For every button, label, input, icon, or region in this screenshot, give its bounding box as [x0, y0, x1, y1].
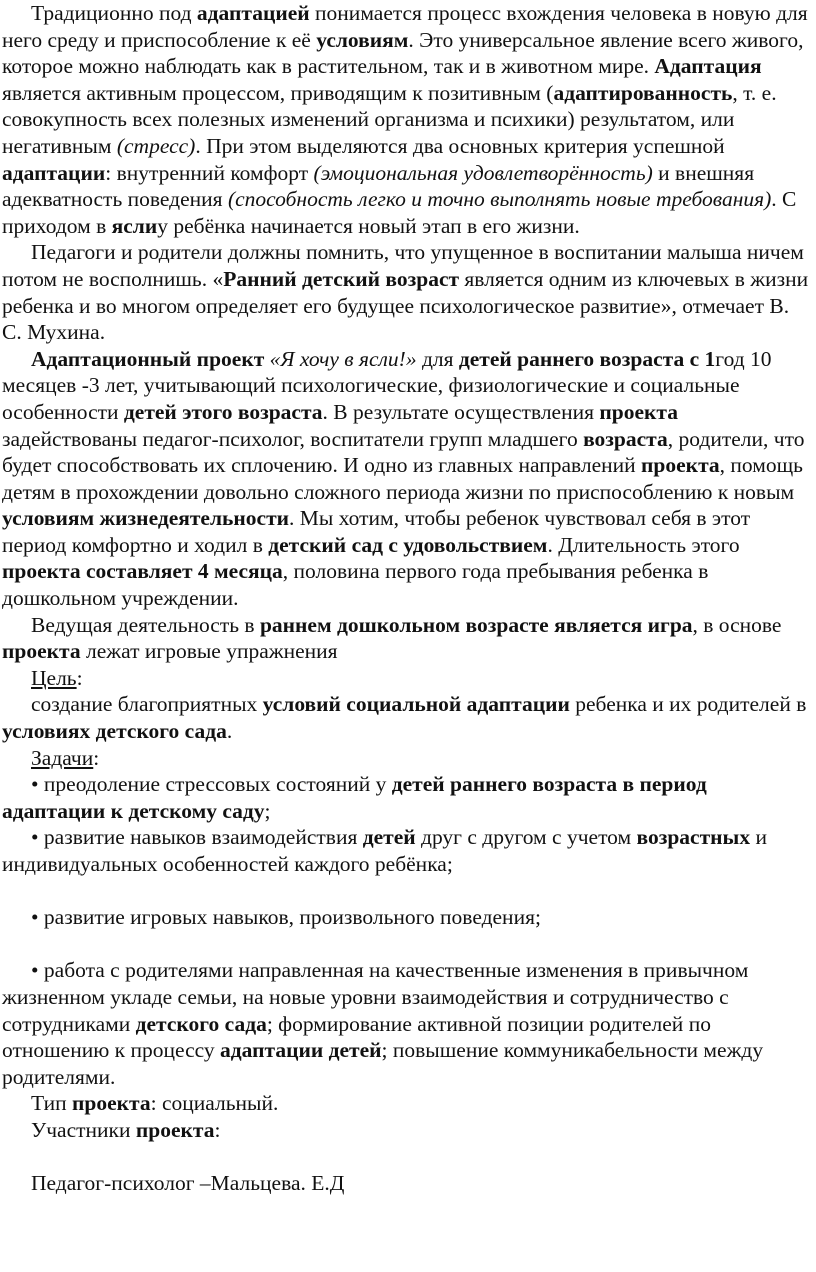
text: . — [226, 719, 233, 744]
text: , т. е. совокупность всех полезных изменений организма и психики) результатом, или негативным — [2, 80, 777, 158]
text: . Это универсальное явление всего живого, которое можно наблюдать как в растительном, так и в животном мире. — [2, 27, 804, 79]
text: , родители, что будет способствовать их сплочению. И одно из главных направлений — [2, 426, 805, 478]
italic-text: «Я хочу в ясли!» — [269, 346, 417, 371]
bold-text: детей — [362, 825, 416, 850]
bold-text: детей раннего возраста в период адаптации к детскому саду — [2, 772, 707, 823]
text: является одним из ключевых в жизни ребенка и во многом определяет его будущее психологическое развитие», отмечает В. С. Мухина. — [2, 266, 809, 345]
text: и индивидуальных особенностей каждого ребёнка; — [2, 825, 767, 876]
text: у ребёнка начинается новый этап в его жизни. — [157, 213, 580, 238]
text: , половина первого года пребывания ребенка в дошкольном учреждении. — [2, 559, 709, 611]
text: , в основе — [692, 612, 782, 637]
text: , помощь детям в прохождении довольно сложного периода жизни по приспособлению к новым — [2, 453, 803, 504]
paragraph-adaptation-definition — [2, 0, 814, 239]
text: ; повышение коммуникабельности между родителями. — [2, 1038, 764, 1089]
bold-text: проекта — [2, 639, 81, 664]
text: Традиционно под — [31, 1, 197, 25]
text: понимается процесс вхождения человека в новую для него среду и приспособление к её — [2, 1, 808, 52]
text: год 10 месяцев -3 лет, учитывающий психологические, физиологические и социальные особенности — [2, 346, 772, 424]
text: Педагог-психолог –Мальцева. Е.Д — [31, 1171, 345, 1196]
task-item — [2, 957, 814, 1090]
text: ребенка и их родителей в — [569, 692, 807, 717]
bold-text: адаптации детей — [220, 1038, 382, 1063]
text: : — [93, 745, 100, 770]
text: : внутренний комфорт — [105, 160, 314, 185]
bold-text: детей этого возраста — [123, 399, 323, 424]
project-participants — [2, 1117, 814, 1144]
text: Ведущая деятельность в — [31, 612, 260, 637]
document-page — [2, 0, 814, 1197]
bold-text: условий социальной адаптации — [262, 692, 570, 717]
goal-text — [2, 691, 814, 744]
bold-text: раннем дошкольном возрасте является игра — [259, 612, 693, 637]
italic-text: (эмоциональная удовлетворённость) — [313, 160, 653, 185]
text: создание благоприятных — [31, 692, 263, 717]
bold-text: Адаптационный проект — [31, 346, 265, 371]
text: . При этом выделяются два основных критерия успешной — [195, 133, 725, 158]
text: Участники — [31, 1117, 136, 1142]
text: задействованы педагог-психолог, воспитатели групп младшего — [2, 426, 584, 451]
text: ; формирование активной позиции родителей по отношению к процессу — [2, 1011, 711, 1063]
task-item — [2, 771, 814, 824]
paragraph-project-description — [2, 346, 814, 612]
text: друг с другом с учетом — [415, 825, 637, 850]
text: • развитие навыков взаимодействия — [31, 825, 363, 850]
bold-text: адаптированность — [553, 80, 733, 105]
bold-text: проекта — [641, 453, 720, 478]
text: • преодоление стрессовых состояний у — [31, 772, 392, 797]
text: . В результате осуществления — [322, 399, 600, 424]
bold-text: Адаптация — [654, 54, 762, 79]
text: . Мы хотим, чтобы ребенок чувствовал себя в этот период комфортно и ходил в — [2, 506, 751, 557]
bold-text: условиям жизнедеятельности — [2, 506, 290, 531]
tasks-label: Задачи — [31, 745, 94, 770]
text: : социальный. — [150, 1091, 279, 1116]
bold-text: детский сад с удовольствием — [268, 532, 548, 557]
text: для — [416, 346, 459, 371]
bold-text: адаптации — [2, 160, 106, 185]
bold-text: возрастных — [636, 825, 751, 850]
participant-psychologist — [2, 1170, 814, 1197]
project-type — [2, 1090, 814, 1117]
text: • работа с родителями направленная на качественные изменения в привычном жизненном укладе семьи, на новые уровни взаимодействия и сотрудничество с сотрудниками — [2, 958, 749, 1036]
bold-text: условиях детского сада — [2, 719, 227, 744]
text: является активным процессом, приводящим к позитивным ( — [2, 80, 554, 105]
bold-text: ясли — [111, 213, 158, 238]
bold-text: детского сада — [135, 1011, 267, 1036]
bold-text: проекта — [135, 1117, 215, 1142]
bold-text: Ранний детский возраст — [223, 266, 460, 291]
bold-text: проекта — [71, 1091, 151, 1116]
text: : — [76, 665, 83, 690]
text: ; — [264, 798, 271, 823]
task-item — [2, 904, 814, 931]
text: и внешняя адекватность поведения — [2, 160, 755, 212]
bold-text: детей раннего возраста с 1 — [458, 346, 716, 371]
tasks-heading — [2, 745, 814, 772]
goal-label: Цель — [31, 665, 77, 690]
text: Педагоги и родители должны помнить, что упущенное в воспитании малыша ничем потом не восполнишь. « — [2, 240, 804, 291]
text: . Длительность этого — [547, 532, 740, 557]
bold-text: проекта составляет 4 месяца — [2, 559, 283, 584]
bold-text: адаптацией — [196, 1, 310, 25]
text: : — [214, 1117, 221, 1142]
italic-text: (способность легко и точно выполнять новые требования) — [227, 187, 772, 212]
bold-text: возраста — [583, 426, 668, 451]
bold-text: условиям — [316, 27, 409, 52]
text: лежат игровые упражнения — [80, 639, 338, 664]
goal-heading — [2, 665, 814, 692]
paragraph-leading-activity — [2, 612, 814, 665]
text: Тип — [31, 1091, 72, 1116]
paragraph-early-age — [2, 239, 814, 345]
bold-text: проекта — [599, 399, 678, 424]
text: . С приходом в — [2, 187, 797, 238]
italic-text: (стресс) — [116, 133, 196, 158]
task-item — [2, 824, 814, 877]
text: • развитие игровых навыков, произвольного поведения; — [31, 905, 541, 930]
